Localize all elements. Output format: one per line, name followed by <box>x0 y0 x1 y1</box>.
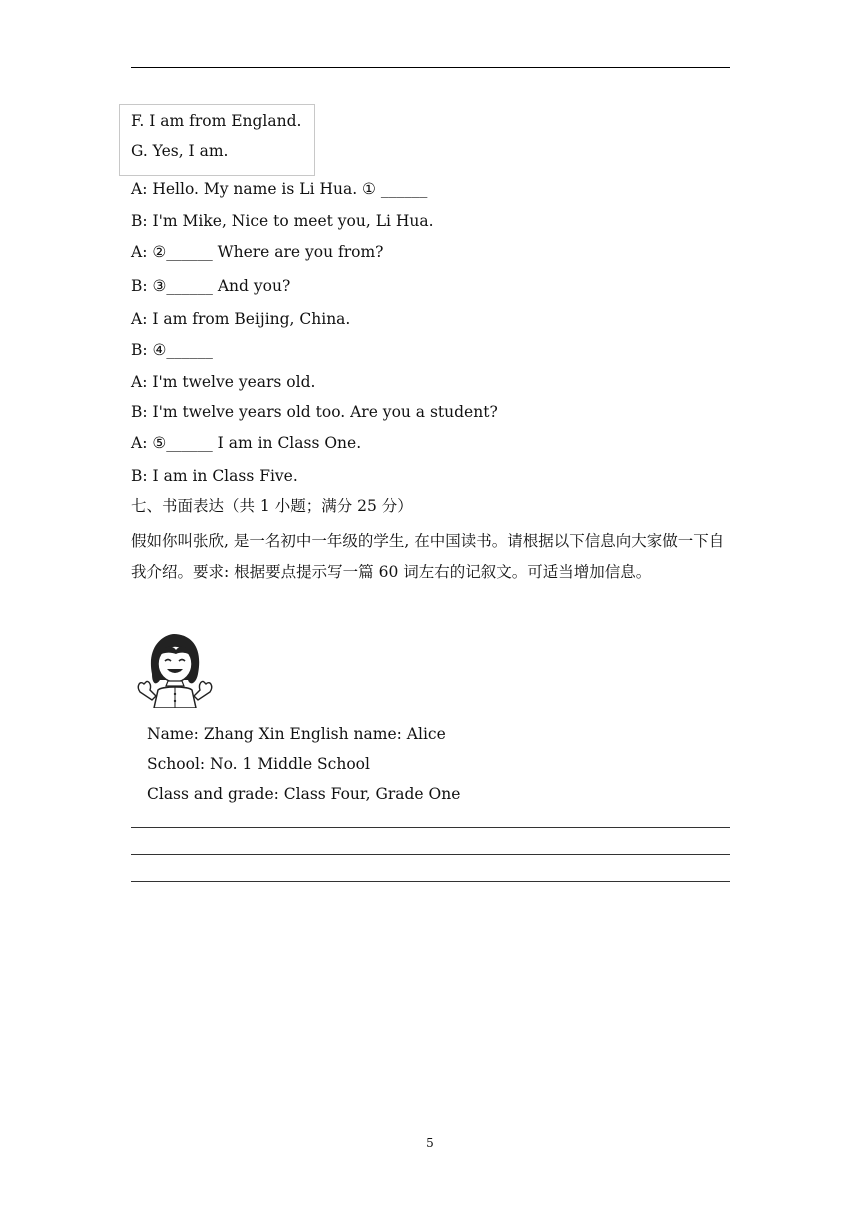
header-rule <box>131 67 730 68</box>
info-class: Class and grade: Class Four, Grade One <box>147 785 461 803</box>
dialogue-line: B: I'm Mike, Nice to meet you, Li Hua. <box>131 212 434 230</box>
dialogue-line: A: I am from Beijing, China. <box>131 310 351 328</box>
section-heading: 七、书面表达（共 1 小题；满分 25 分） <box>131 497 413 515</box>
answer-line[interactable] <box>131 827 730 828</box>
answer-line[interactable] <box>131 881 730 882</box>
girl-cartoon-icon <box>132 630 216 708</box>
info-school: School: No. 1 Middle School <box>147 755 370 773</box>
dialogue-line: A: ⑤______ I am in Class One. <box>131 434 362 452</box>
info-name: Name: Zhang Xin English name: Alice <box>147 725 446 743</box>
page-number: 5 <box>426 1136 434 1150</box>
dialogue-line: A: Hello. My name is Li Hua. ① ______ <box>131 180 428 198</box>
dialogue-line: B: ④______ <box>131 341 213 359</box>
option-g: G. Yes, I am. <box>131 142 229 160</box>
answer-line[interactable] <box>131 854 730 855</box>
dialogue-line: A: ②______ Where are you from? <box>131 243 384 261</box>
dialogue-line: B: I'm twelve years old too. Are you a student? <box>131 403 498 421</box>
dialogue-line: A: I'm twelve years old. <box>131 373 316 391</box>
writing-instructions: 假如你叫张欣, 是一名初中一年级的学生, 在中国读书。请根据以下信息向大家做一下自我介绍。要求: 根据要点提示写一篇 60 词左右的记叙文。可适当增加信息。 <box>131 532 725 581</box>
dialogue-line: B: I am in Class Five. <box>131 467 298 485</box>
dialogue-line: B: ③______ And you? <box>131 277 291 295</box>
option-f: F. I am from England. <box>131 112 302 130</box>
